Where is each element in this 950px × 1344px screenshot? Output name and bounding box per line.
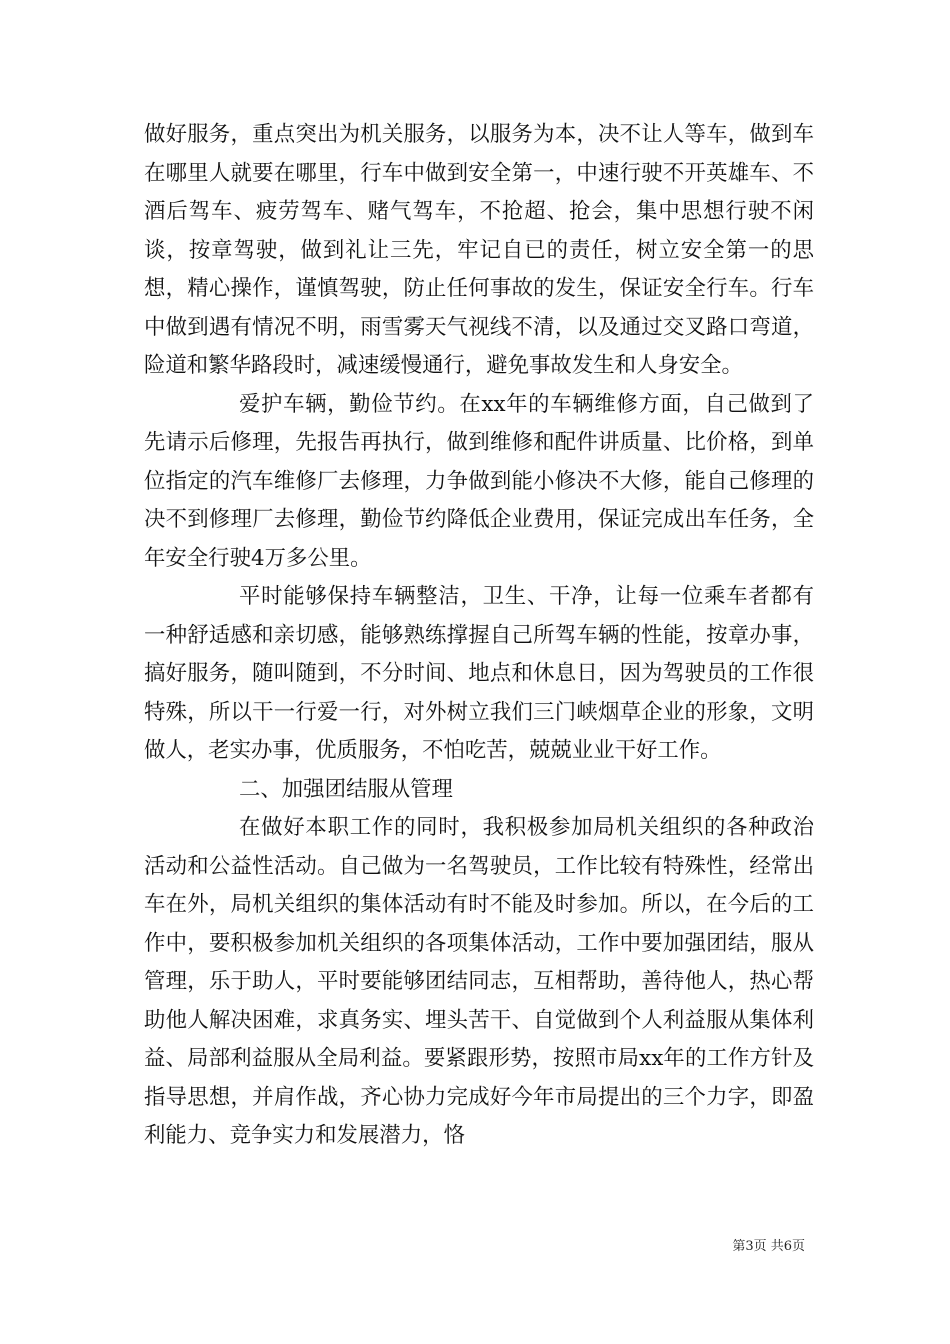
paragraph-vehicle-care: 爱护车辆，勤俭节约。在xx年的车辆维修方面，自己做到了先请示后修理，先报告再执行，做到维修和配件讲质量、比价格，到单位指定的汽车维修厂去修理，力争做到能小修决不大修，能自己修理的决不到修理厂去修理，勤俭节约降低企业费用，保证完成出车任务，全年安全行驶4万多公里。 <box>144 391 814 571</box>
paragraph-vehicle-cleanliness: 平时能够保持车辆整洁，卫生、干净，让每一位乘车者都有一种舒适感和亲切感，能够熟练撑握自己所驾车辆的性能，按章办事，搞好服务，随叫随到，不分时间、地点和休息日，因为驾驶员的工作很特殊，所以干一行爱一行，对外树立我们三门峡烟草企业的形象，文明做人，老实办事，优质服务，不怕吃苦，兢兢业业干好工作。 <box>144 584 814 763</box>
page-number-footer: 第3页 共6页 <box>732 1239 805 1254</box>
section-heading-unity: 二、加强团结服从管理 <box>239 776 453 802</box>
paragraph-unity-management: 在做好本职工作的同时，我积极参加局机关组织的各种政治活动和公益性活动。自己做为一名驾驶员，工作比较有特殊性，经常出车在外，局机关组织的集体活动有时不能及时参加。所以，在今后的工作中，要积极参加机关组织的各项集体活动，工作中要加强团结，服从管理，乐于助人，平时要能够团结同志，互相帮助，善待他人，热心帮助他人解决困难，求真务实、埋头苦干、自觉做到个人利益服从集体利益、局部利益服从全局利益。要紧跟形势，按照市局xx年的工作方针及指导思想，并肩作战，齐心协力完成好今年市局提出的三个力字，即盈利能力、竞争实力和发展潜力，恪 <box>144 815 814 1148</box>
paragraph-driving-safety: 做好服务，重点突出为机关服务，以服务为本，决不让人等车，做到车在哪里人就要在哪里，行车中做到安全第一，中速行驶不开英雄车、不酒后驾车、疲劳驾车、赌气驾车，不抢超、抢会，集中思想行驶不闲谈，按章驾驶，做到礼让三先，牢记自已的责任，树立安全第一的思想，精心操作，谨慎驾驶，防止任何事故的发生，保证安全行车。行车中做到遇有情况不明，雨雪雾天气视线不清，以及通过交叉路口弯道，险道和繁华路段时，减速缓慢通行，避免事故发生和人身安全。 <box>144 122 814 378</box>
document-body <box>144 116 814 1156</box>
